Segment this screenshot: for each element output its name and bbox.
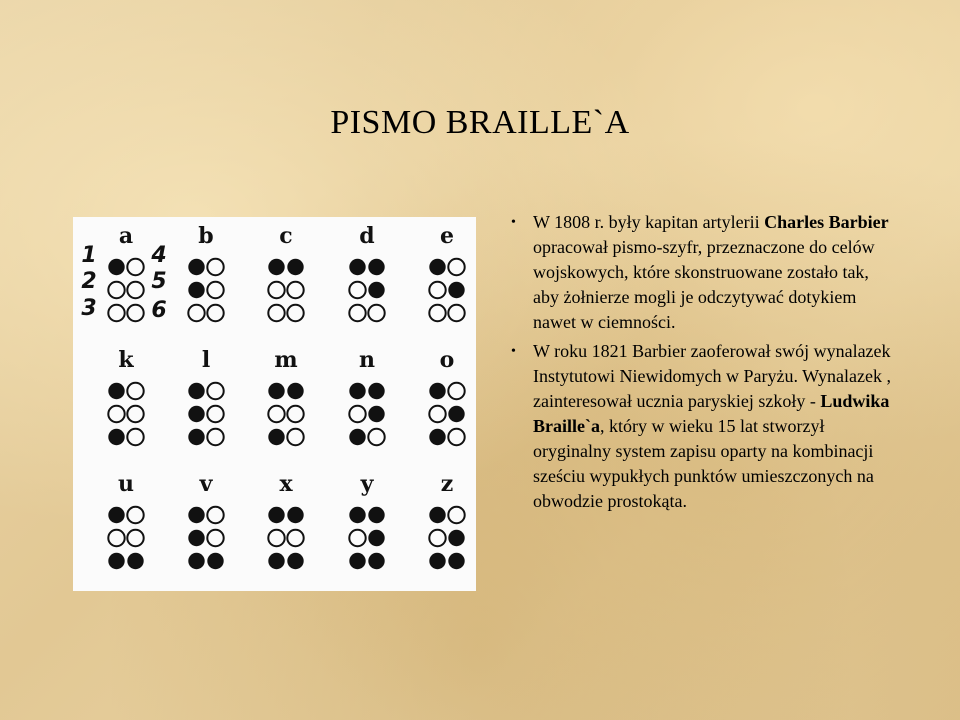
- bullet-text: opracował pismo-szyfr, przeznaczone do celów wojskowych, które skonstruowane zostało tak, aby żołnierze mogli je odczytywać dotykiem nawet w ciemności.: [533, 237, 875, 332]
- braille-dot-raised: [268, 553, 284, 569]
- braille-dot-raised: [349, 507, 365, 523]
- braille-letter: e: [440, 223, 454, 249]
- braille-dot-raised: [368, 282, 384, 298]
- braille-cell-z: [429, 471, 464, 569]
- braille-letter: n: [359, 347, 375, 373]
- braille-dot-flat: [268, 282, 284, 298]
- braille-dot-raised: [108, 553, 124, 569]
- braille-dot-flat: [268, 406, 284, 422]
- braille-letter: a: [118, 223, 134, 249]
- braille-dot-raised: [127, 553, 143, 569]
- braille-cell-y: [349, 471, 384, 569]
- bullet-bold-text: Ludwika Braille`a: [533, 391, 890, 436]
- braille-dot-raised: [268, 429, 284, 445]
- braille-dot-flat: [287, 429, 303, 445]
- braille-cell-x: [268, 471, 303, 569]
- braille-cell-d: [349, 223, 384, 321]
- dot-position-number: 5: [151, 269, 167, 294]
- braille-dot-raised: [448, 282, 464, 298]
- bullet-text: , który w wieku 15 lat stworzył oryginalny system zapisu oparty na kombinacji sześciu wypukłych punktów umieszczonych na obwodzie prostokąta.: [533, 416, 874, 511]
- braille-dot-raised: [287, 507, 303, 523]
- braille-letter: v: [199, 471, 213, 497]
- braille-dot-flat: [127, 507, 143, 523]
- braille-dot-raised: [429, 507, 445, 523]
- braille-dot-raised: [448, 530, 464, 546]
- braille-dot-flat: [127, 282, 143, 298]
- braille-dot-flat: [368, 305, 384, 321]
- braille-cell-l: [188, 347, 223, 445]
- bullet-list: [511, 210, 891, 518]
- braille-dot-raised: [268, 507, 284, 523]
- braille-letter: u: [118, 471, 134, 497]
- braille-dot-raised: [429, 553, 445, 569]
- braille-dot-flat: [287, 530, 303, 546]
- braille-dot-raised: [108, 383, 124, 399]
- braille-dot-flat: [448, 507, 464, 523]
- braille-dot-flat: [448, 305, 464, 321]
- braille-letter: o: [439, 347, 455, 373]
- braille-dot-flat: [207, 259, 223, 275]
- braille-dot-raised: [368, 530, 384, 546]
- braille-dot-flat: [207, 406, 223, 422]
- braille-dot-raised: [368, 406, 384, 422]
- braille-cell-o: [429, 347, 464, 445]
- braille-dot-raised: [429, 383, 445, 399]
- braille-dot-raised: [188, 259, 204, 275]
- braille-letter: d: [359, 223, 375, 249]
- braille-dot-raised: [108, 429, 124, 445]
- braille-dot-raised: [349, 383, 365, 399]
- dot-position-number: 6: [151, 298, 167, 323]
- braille-cell-b: [188, 223, 223, 321]
- braille-alphabet-image: [73, 217, 476, 591]
- braille-letter: k: [118, 347, 134, 373]
- braille-dot-flat: [127, 429, 143, 445]
- braille-dot-raised: [108, 507, 124, 523]
- braille-dot-flat: [287, 406, 303, 422]
- braille-dot-flat: [127, 530, 143, 546]
- braille-dot-raised: [448, 406, 464, 422]
- braille-dot-flat: [268, 305, 284, 321]
- bullet-bold-text: Charles Barbier: [764, 212, 889, 232]
- braille-dot-flat: [349, 406, 365, 422]
- braille-dot-flat: [287, 305, 303, 321]
- braille-dot-raised: [368, 553, 384, 569]
- braille-cell-c: [268, 223, 303, 321]
- bullet-text: W roku 1821 Barbier zaoferował swój wynalazek Instytutowi Niewidomych w Paryżu. Wynalazek , zainteresował ucznia paryskiej szkoły -: [533, 341, 892, 411]
- braille-dot-raised: [207, 553, 223, 569]
- braille-dot-raised: [188, 429, 204, 445]
- braille-dot-flat: [429, 282, 445, 298]
- braille-dot-flat: [108, 406, 124, 422]
- dot-position-number: 1: [81, 243, 97, 268]
- braille-dot-flat: [448, 259, 464, 275]
- braille-dot-raised: [188, 507, 204, 523]
- braille-dot-flat: [207, 507, 223, 523]
- braille-dot-flat: [349, 530, 365, 546]
- braille-cell-n: [349, 347, 384, 445]
- bullet-text: W 1808 r. były kapitan artylerii: [533, 212, 765, 232]
- braille-dot-flat: [448, 429, 464, 445]
- braille-dot-flat: [207, 383, 223, 399]
- braille-cell-a: [108, 223, 143, 321]
- braille-dot-raised: [188, 383, 204, 399]
- braille-dot-raised: [268, 383, 284, 399]
- braille-dot-raised: [349, 259, 365, 275]
- dot-position-number: 2: [81, 269, 97, 294]
- bullet-item: [511, 210, 891, 335]
- braille-letter: b: [198, 223, 214, 249]
- braille-dot-flat: [188, 305, 204, 321]
- braille-dot-flat: [287, 282, 303, 298]
- braille-dot-raised: [108, 259, 124, 275]
- braille-cell-m: [268, 347, 303, 445]
- braille-letter: m: [274, 347, 298, 373]
- braille-dot-raised: [368, 507, 384, 523]
- braille-letter: c: [279, 223, 293, 249]
- braille-dot-flat: [368, 429, 384, 445]
- braille-dot-flat: [207, 282, 223, 298]
- braille-dot-flat: [349, 305, 365, 321]
- braille-dot-flat: [108, 282, 124, 298]
- braille-dot-raised: [429, 429, 445, 445]
- braille-cell-u: [108, 471, 143, 569]
- braille-dot-raised: [268, 259, 284, 275]
- braille-dot-flat: [268, 530, 284, 546]
- bullet-item: [511, 339, 891, 514]
- braille-dot-raised: [349, 553, 365, 569]
- braille-dot-raised: [368, 383, 384, 399]
- braille-dot-flat: [127, 305, 143, 321]
- dot-position-number: 4: [151, 243, 167, 268]
- braille-dot-raised: [188, 530, 204, 546]
- braille-dot-raised: [287, 383, 303, 399]
- braille-dot-raised: [368, 259, 384, 275]
- braille-letter: y: [360, 471, 374, 497]
- braille-dot-raised: [448, 553, 464, 569]
- slide-title: PISMO BRAILLE`A: [330, 104, 630, 141]
- braille-dot-raised: [429, 259, 445, 275]
- braille-dot-flat: [127, 259, 143, 275]
- braille-cell-k: [108, 347, 143, 445]
- braille-letter: z: [440, 471, 454, 497]
- braille-dot-flat: [429, 305, 445, 321]
- braille-dot-flat: [349, 282, 365, 298]
- braille-dot-flat: [207, 530, 223, 546]
- braille-dot-raised: [188, 553, 204, 569]
- braille-letter: x: [279, 471, 293, 497]
- braille-dot-raised: [188, 406, 204, 422]
- braille-dot-raised: [287, 553, 303, 569]
- braille-dot-raised: [287, 259, 303, 275]
- braille-dot-raised: [188, 282, 204, 298]
- braille-dot-flat: [108, 530, 124, 546]
- braille-dot-flat: [429, 406, 445, 422]
- braille-dot-flat: [127, 383, 143, 399]
- braille-letter: l: [201, 347, 211, 373]
- braille-cell-e: [429, 223, 464, 321]
- dot-position-number: 3: [81, 296, 97, 321]
- braille-dot-flat: [429, 530, 445, 546]
- braille-cell-v: [188, 471, 223, 569]
- braille-dot-flat: [108, 305, 124, 321]
- braille-dot-flat: [207, 305, 223, 321]
- braille-dot-flat: [207, 429, 223, 445]
- braille-dot-flat: [448, 383, 464, 399]
- braille-dot-flat: [127, 406, 143, 422]
- braille-dot-raised: [349, 429, 365, 445]
